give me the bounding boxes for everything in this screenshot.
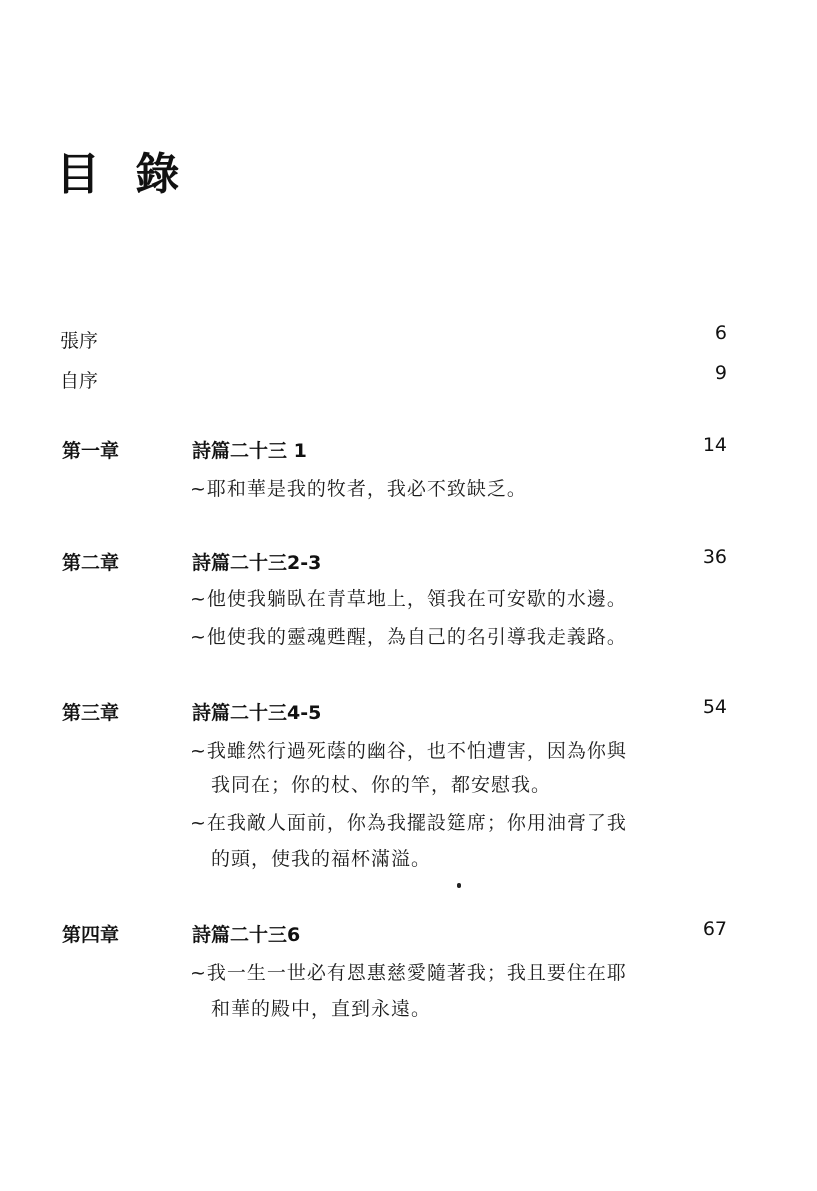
verse-line: 我同在；你的杖、你的竿，都安慰我。 xyxy=(211,774,552,796)
page-title: 目 錄 xyxy=(56,149,190,200)
psalm-reference: 詩篇二十三4-5 xyxy=(192,702,322,724)
verse-line: 和華的殿中，直到永遠。 xyxy=(211,998,432,1020)
page-number: 14 xyxy=(702,434,727,456)
page-number: 36 xyxy=(702,546,727,568)
verse-line: ~在我敵人面前，你為我擺設筵席；你用油膏了我 xyxy=(190,812,627,834)
chapter-label: 第三章 xyxy=(62,702,120,724)
toc-entry-chapter-4 xyxy=(0,920,817,954)
psalm-reference: 詩篇二十三6 xyxy=(192,924,301,946)
preface-page-zhang: 6 xyxy=(714,322,727,344)
toc-entry-chapter-2 xyxy=(0,548,817,582)
page-number: 67 xyxy=(702,918,727,940)
verse-line: ~我一生一世必有恩惠慈愛隨著我；我且要住在耶 xyxy=(190,962,627,984)
preface-label-zhang: 張序 xyxy=(60,330,99,352)
verse-line: ~他使我的靈魂甦醒，為自己的名引導我走義路。 xyxy=(190,626,627,648)
toc-entry-chapter-1 xyxy=(0,436,817,470)
preface-label-self: 自序 xyxy=(60,370,99,392)
psalm-reference: 詩篇二十三 1 xyxy=(192,440,307,462)
verse-line: 的頭，使我的福杯滿溢。 xyxy=(211,848,432,870)
verse-line: ~他使我躺臥在青草地上，領我在可安歇的水邊。 xyxy=(190,588,627,610)
psalm-reference: 詩篇二十三2-3 xyxy=(192,552,322,574)
verse-line: ~耶和華是我的牧者，我必不致缺乏。 xyxy=(190,478,527,500)
toc-entry-chapter-3 xyxy=(0,698,817,732)
chapter-label: 第四章 xyxy=(62,924,120,946)
stray-mark xyxy=(457,883,461,888)
preface-page-self: 9 xyxy=(714,362,727,384)
chapter-label: 第二章 xyxy=(62,552,120,574)
page-number: 54 xyxy=(702,696,727,718)
chapter-label: 第一章 xyxy=(62,440,120,462)
verse-line: ~我雖然行過死蔭的幽谷，也不怕遭害，因為你與 xyxy=(190,740,627,762)
